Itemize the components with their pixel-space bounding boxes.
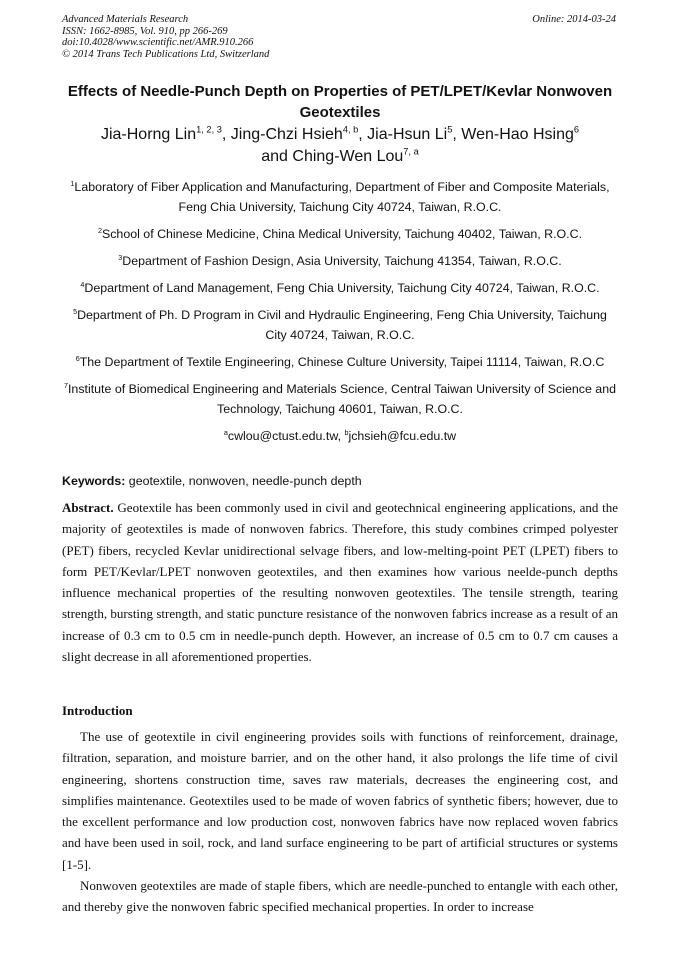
online-date: Online: 2014-03-24 <box>532 14 616 25</box>
affiliation-list <box>62 177 618 446</box>
author: Wen-Hao Hsing$^6$ <box>461 124 580 143</box>
affiliation: $^2$School of Chinese Medicine, China Medical University, Taichung 40402, Taiwan, R.O.C. <box>97 225 583 241</box>
affiliation: $^7$Institute of Biomedical Engineering and Materials Science, Central Taiwan University of Science and Technology, Taichung 40601, Taiwan, R.O.C. <box>63 380 616 416</box>
copyright-line: © 2014 Trans Tech Publications Ltd, Switzerland <box>62 48 270 60</box>
affiliation: $^5$Department of Ph. D Program in Civil and Hydraulic Engineering, Feng Chia University, Taichung City 40724, Taiwan, R.O.C. <box>73 306 607 342</box>
author: Jia-Horng Lin$^{1, 2, 3}$, <box>100 124 231 143</box>
issn-line: ISSN: 1662-8985, Vol. 910, pp 266-269 <box>62 25 228 37</box>
abstract-text: Geotextile has been commonly used in civil and geotechnical engineering applications, and the majority of geotextiles is made of nonwoven fabrics. Therefore, this study combines crimped polyester (PET) fibers, recycled Kevlar unidirectional selvage fibers, and low-melting-point PET (LPET) fibers to form PET/Kevlar/LPET nonwoven geotextiles, and then examines how various neelde-punch depths influence mechanical properties of the resulting nonwoven geotextiles. The tensile strength, tearing strength, bursting strength, and static puncture resistance of the nonwoven fabrics increase as a result of an increase of 0.3 cm to 0.5 cm in needle-punch depth. However, an increase of 0.5 cm to 0.7 cm causes a slight decrease in all aforementioned properties. <box>62 500 618 665</box>
affiliation: $^4$Department of Land Management, Feng Chia University, Taichung City 40724, Taiwan, R.O.C. <box>80 279 600 295</box>
affiliation: $^1$Laboratory of Fiber Application and Manufacturing, Department of Fiber and Composite Materials, Feng Chia University, Taichung City 40724, Taiwan, R.O.C. <box>70 178 610 214</box>
abstract-paragraph <box>62 497 618 667</box>
keywords-label: Keywords: <box>62 474 126 488</box>
keywords-text: geotextile, nonwoven, needle-punch depth <box>125 474 362 488</box>
journal-name: Advanced Materials Research <box>62 14 189 25</box>
abstract-label: Abstract. <box>62 500 114 515</box>
email-a[interactable]: cwlou@ctust.edu.tw, <box>227 429 345 443</box>
email-line: $^a$cwlou@ctust.edu.tw, $^b$jchsieh@fcu.edu.tw <box>223 427 457 443</box>
keywords-line <box>62 472 618 490</box>
doi-line: doi:10.4028/www.scientific.net/AMR.910.266 <box>62 37 254 49</box>
body-paragraph: Nonwoven geotextiles are made of staple fibers, which are needle-punched to entangle with each other, and thereby give the nonwoven fabric specified mechanical properties. In order to increase <box>62 878 618 915</box>
author: Jia-Hsun Li$^5$, <box>367 124 462 143</box>
author: and Ching-Wen Lou$^{7, a}$ <box>261 146 419 165</box>
author-list <box>62 124 618 168</box>
author: Jing-Chzi Hsieh$^{4, b}$, <box>230 124 368 143</box>
introduction-heading: Introduction <box>62 703 133 718</box>
affiliation: $^6$The Department of Textile Engineering, Chinese Culture University, Taipei 11114, Taiwan, R.O.C <box>75 353 605 369</box>
affiliation: $^3$Department of Fashion Design, Asia University, Taichung 41354, Taiwan, R.O.C. <box>118 252 562 268</box>
body-paragraph: The use of geotextile in civil engineering provides soils with functions of reinforcement, drainage, filtration, separation, and moisture barrier, and on the other hand, it also prolongs the life time of civil engineering, shortens construction time, saves raw materials, decreases the engineering cost, and simplifies maintenance. Geotextiles used to be made of woven fabrics of synthetic fibers; however, due to the excellent performance and low production cost, nonwoven fabrics have now replaced woven fabrics and have been used in soil, rock, and land surface engineering to be part of artificial structures or systems [1-5]. <box>62 729 618 872</box>
paper-title: Effects of Needle-Punch Depth on Properties of PET/LPET/Kevlar Nonwoven Geotextiles <box>67 83 613 121</box>
email-b[interactable]: jchsieh@fcu.edu.tw <box>348 429 457 443</box>
introduction-body <box>62 726 618 918</box>
journal-header <box>62 14 618 60</box>
